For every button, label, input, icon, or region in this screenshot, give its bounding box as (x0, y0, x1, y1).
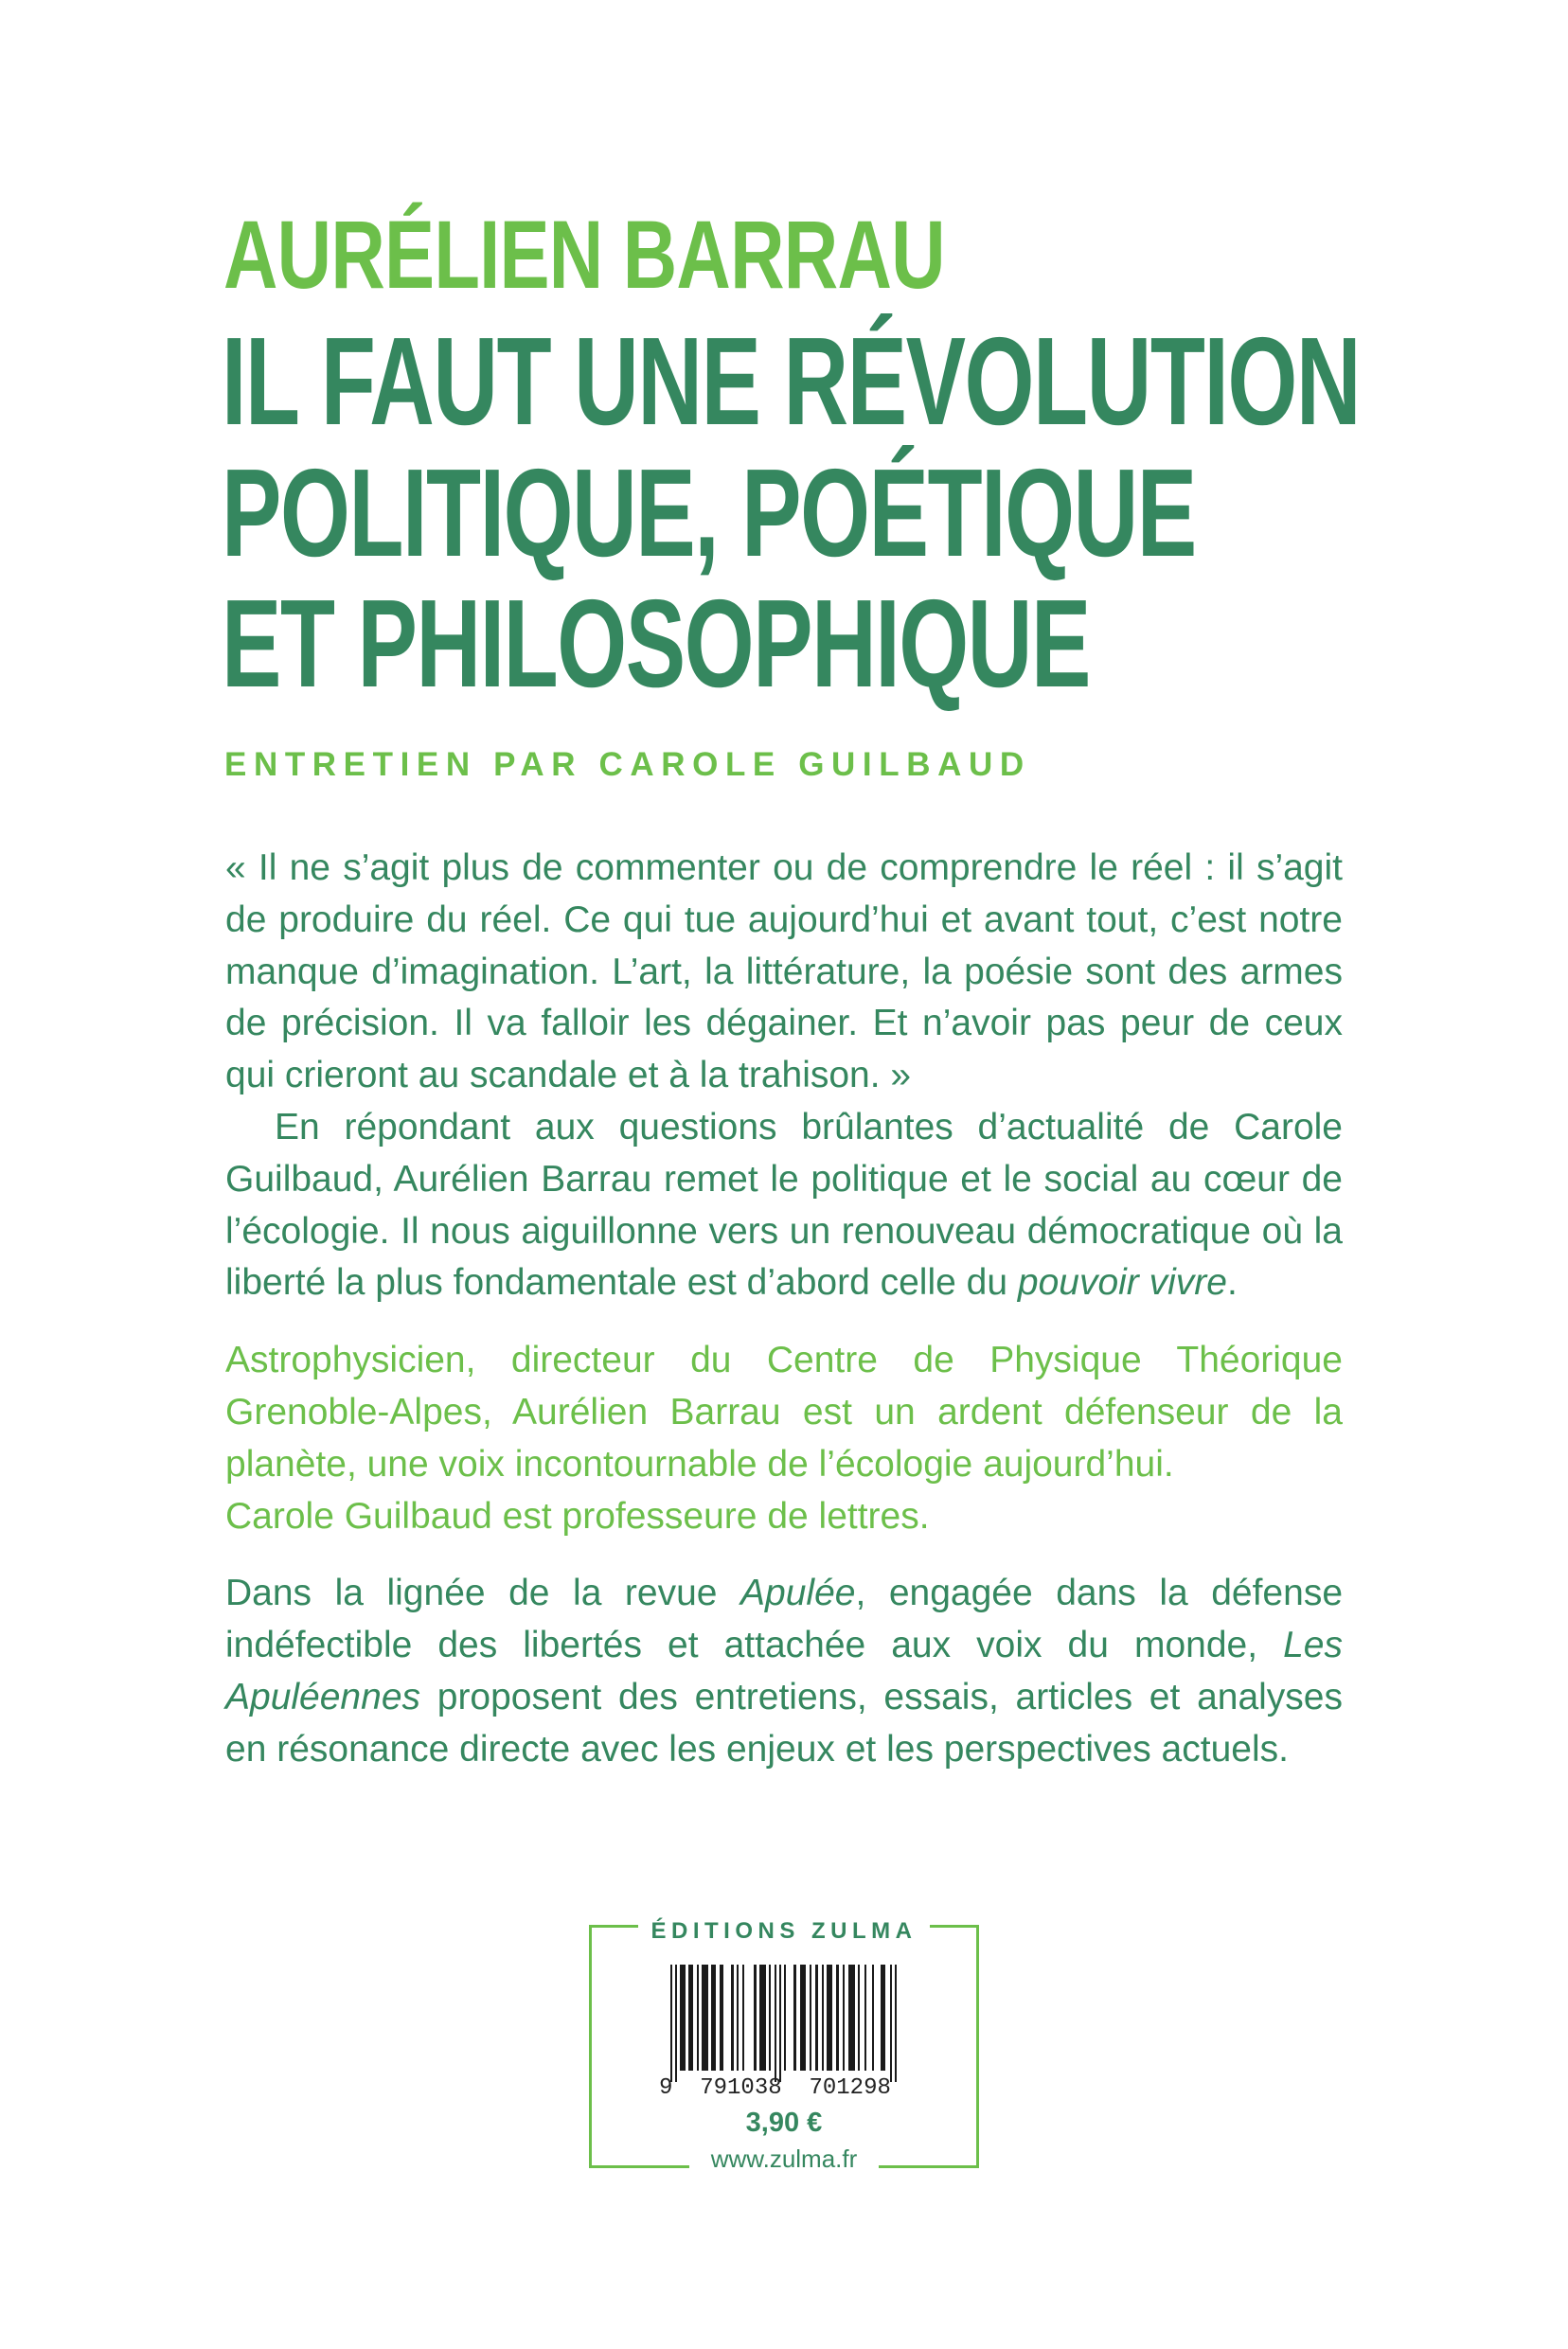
author-name: AURÉLIEN BARRAU (223, 201, 945, 309)
quote-paragraph: « Il ne s’agit plus de commenter ou de comprendre le réel : il s’agit de produire du réel. Ce qui tue aujourd’hui et avant tout, c’est notre manque d’imagination. L’art, la littérature, la poésie sont des armes de précision. Il va falloir les dégainer. Et n’avoir pas peur de ceux qui crieront au scandale et à la trahison. » (225, 847, 1343, 1096)
summary-paragraph (225, 1102, 1343, 1309)
summary-italic: pouvoir vivre (1017, 1262, 1227, 1304)
summary-text: En répondant aux questions brûlantes d’actualité de Carole Guilbaud, Aurélien Barrau remet le politique et le social au cœur de l’écologie. Il nous aiguillonne vers un renouveau démocratique où la liberté la plus fondamentale est d’abord celle du (225, 1106, 1343, 1304)
interviewer-bio: Carole Guilbaud est professeure de lettres. (225, 1495, 930, 1537)
isbn-group-1: 791038 (700, 2075, 782, 2101)
title-line-2: POLITIQUE, POÉTIQUE (222, 442, 1196, 582)
summary-end: . (1226, 1262, 1238, 1304)
isbn-lead-digit: 9 (659, 2075, 673, 2101)
publisher-website: www.zulma.fr (710, 2144, 858, 2173)
barcode-icon (670, 1965, 901, 2082)
isbn-group-2: 701298 (809, 2075, 891, 2101)
title-line-3: ET PHILOSOPHIQUE (222, 574, 1090, 713)
price: 3,90 € (745, 2108, 823, 2138)
blurb-column (225, 843, 1343, 1776)
isbn-number (659, 2076, 915, 2101)
publisher-name: ÉDITIONS ZULMA (650, 1918, 918, 1944)
collection-italic-apulee: Apulée (740, 1573, 856, 1614)
collection-text-3: proposent des entretiens, essais, articles et analyses en résonance directe avec les enjeux et les perspectives actuels. (225, 1676, 1343, 1770)
title-line-1: IL FAUT UNE RÉVOLUTION (222, 311, 1361, 451)
collection-text-2: , engagée dans la défense indéfectible des libertés et attachée aux voix du monde, (225, 1573, 1344, 1666)
collection-italic-apuleennes: Les Apuléennes (225, 1625, 1343, 1717)
author-bio: Astrophysicien, directeur du Centre de Physique Théorique Grenoble-Alpes, Aurélien Barrau est un ardent défenseur de la planète, une voix incontournable de l’écologie aujourd’hui. (225, 1340, 1343, 1485)
barcode-box (589, 1918, 979, 2173)
collection-text-1: Dans la lignée de la revue (225, 1573, 741, 1614)
subtitle-interviewer: ENTRETIEN PAR CAROLE GUILBAUD (224, 746, 1031, 783)
book-title (222, 311, 1361, 713)
collection-paragraph (225, 1568, 1343, 1775)
